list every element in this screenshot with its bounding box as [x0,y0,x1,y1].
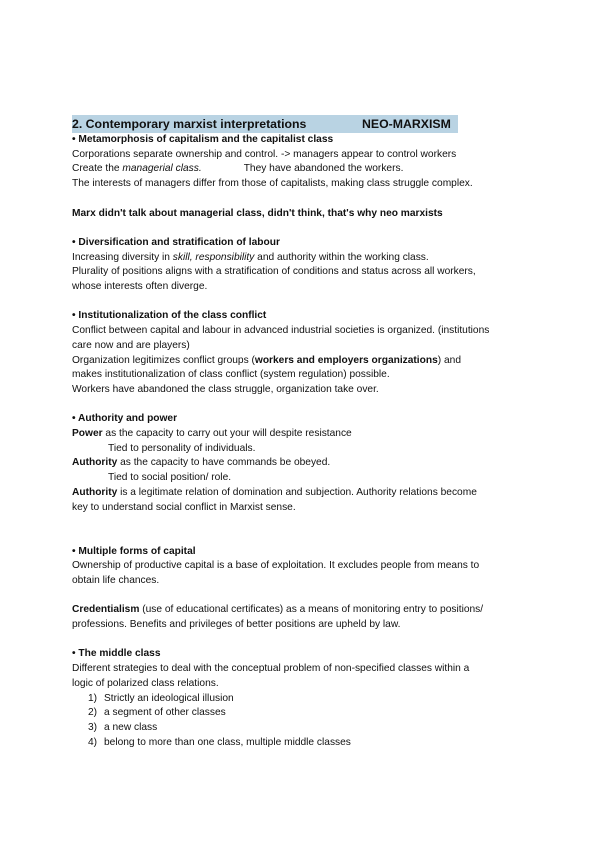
paragraph-line-indented: Tied to personality of individuals. [108,442,256,454]
list-item-text: a segment of other classes [104,707,226,719]
text-run: (use of educational certificates) as a means of monitoring entry to positions/ [139,604,484,616]
section-title-metamorphosis: • Metamorphosis of capitalism and the capitalist class [72,134,334,145]
list-item-text: Strictly an ideological illusion [104,692,234,704]
paragraph-line: makes institutionalization of class conflict (system regulation) possible. [72,369,390,381]
paragraph-line [72,162,532,177]
text-run: Create the [72,163,123,175]
list-number: 3) [88,722,98,733]
text-run-italic: skill, responsibility [172,251,255,263]
paragraph-line [72,427,532,442]
text-run: and authority within the working class. [254,251,429,263]
paragraph-line: obtain life chances. [72,575,160,586]
paragraph-line: professions. Benefits and privileges of better positions are upheld by law. [72,619,401,631]
text-run-bold: Authority [72,486,118,498]
list-number: 1) [88,692,98,704]
section-title-authority: • Authority and power [72,413,178,425]
section-title-diversification: • Diversification and stratification of labour [72,236,280,248]
paragraph-line [72,603,532,618]
list-item [72,736,532,751]
paragraph-line [72,486,532,501]
text-run: is a legitimate relation of domination and subjection. Authority relations become [117,486,477,498]
text-run: as the capacity to have commands be obeyed. [117,457,331,469]
numbered-list [72,692,532,751]
list-number: 4) [88,736,98,748]
paragraph-line [72,456,532,471]
paragraph-line-indented: Tied to social position/ role. [108,472,232,484]
list-item [72,721,532,736]
document-body [72,115,532,750]
text-run: Increasing diversity in [72,251,173,263]
paragraph-line: Conflict between capital and labour in advanced industrial societies is organized. (institutions [72,325,490,337]
section-heading [72,115,458,133]
paragraph-line: Different strategies to deal with the conceptual problem of non-specified classes within a [72,663,470,675]
list-item-text: belong to more than one class, multiple middle classes [104,736,351,748]
paragraph-line: Workers have abandoned the class struggle, organization take over. [72,383,379,395]
text-run: Organization legitimizes conflict groups ( [72,354,255,366]
list-item [72,692,532,707]
list-item-text: a new class [104,722,158,733]
text-run-bold: Credentialism [72,604,140,616]
section-title-capital: • Multiple forms of capital [72,545,196,557]
list-item [72,706,532,721]
text-run-bold: Power [72,428,103,439]
heading-tag: NEO-MARXISM [362,117,451,131]
bold-note: Marx didn't talk about managerial class, didn't think, that's why neo marxists [72,207,443,219]
list-number: 2) [88,707,98,719]
paragraph-line: Corporations separate ownership and control. -> managers appear to control workers [72,148,457,160]
paragraph-line: logic of polarized class relations. [72,677,219,689]
text-run-bold: workers and employers organizations [254,354,438,366]
paragraph-line: key to understand social conflict in Marxist sense. [72,501,296,513]
heading-title: 2. Contemporary marxist interpretations [72,117,307,131]
paragraph-line: Ownership of productive capital is a base of exploitation. It excludes people from means to [72,560,480,572]
paragraph-line [72,251,532,266]
text-run-bold: Authority [72,457,118,469]
section-title-middle-class: • The middle class [72,648,161,660]
text-run: They have abandoned the workers. [243,163,404,175]
paragraph-line: whose interests often diverge. [72,281,208,292]
paragraph-line: Plurality of positions aligns with a stratification of conditions and status across all workers, [72,266,476,278]
text-run: as the capacity to carry out your will despite resistance [102,428,352,439]
text-run-italic: managerial class. [122,163,202,175]
text-run: ) and [437,354,461,366]
section-title-institutionalization: • Institutionalization of the class conflict [72,310,267,322]
paragraph-line: The interests of managers differ from those of capitalists, making class struggle complex. [72,178,473,190]
paragraph-line: care now and are players) [72,339,190,351]
paragraph-line [72,354,532,369]
